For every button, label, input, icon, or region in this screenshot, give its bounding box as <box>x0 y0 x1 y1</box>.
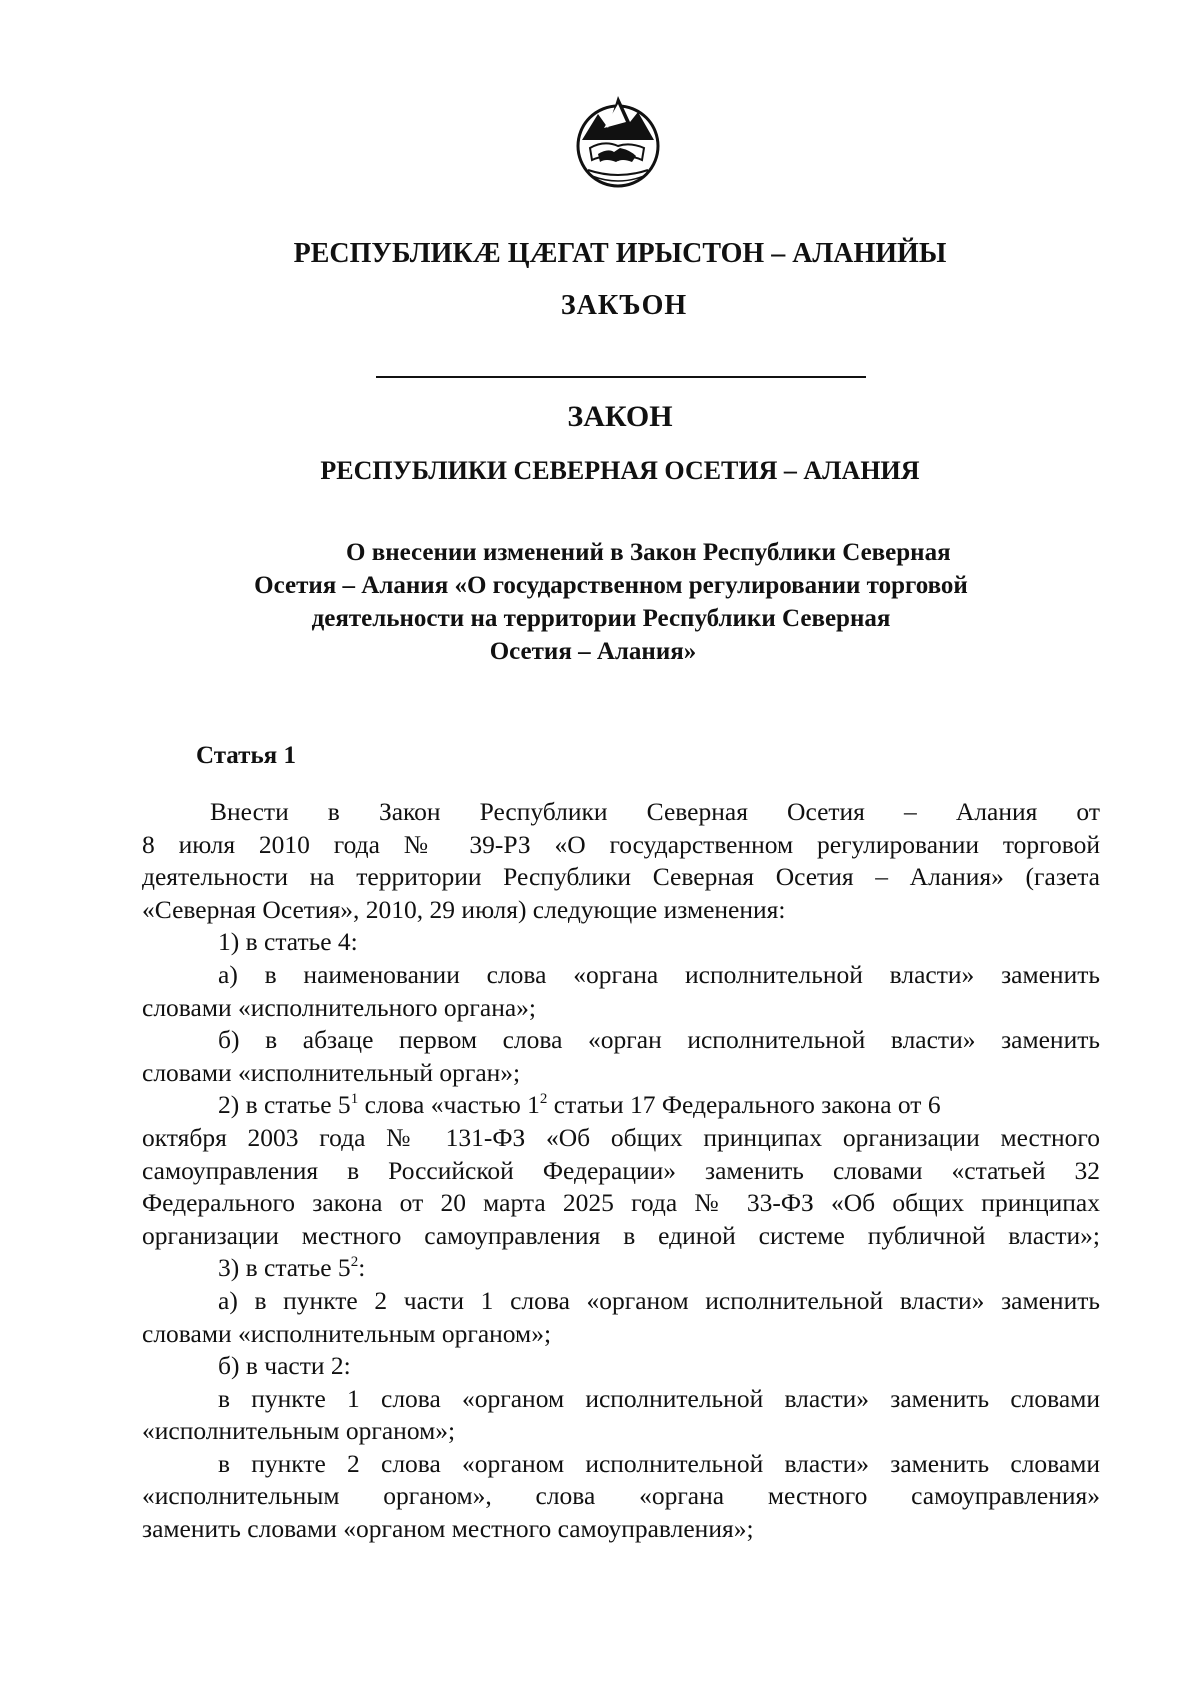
text-line: «исполнительным органом»; <box>142 1416 456 1446</box>
doc-type-russian: ЗАКОН <box>567 400 673 433</box>
text-line: б) в части 2: <box>218 1351 351 1381</box>
text-segment: 2) в статье 5 <box>218 1090 351 1120</box>
text-segment: 3) в статье 5 <box>218 1253 351 1283</box>
text-line: 1) в статье 4: <box>218 927 358 957</box>
text-line: а) в пункте 2 части 1 слова «органом исполнительной власти» заменить <box>218 1285 1100 1315</box>
superscript: 2 <box>539 1091 548 1108</box>
superscript: 2 <box>350 1254 359 1271</box>
text-line: словами «исполнительный орган»; <box>142 1057 521 1087</box>
law-title-line: О внесении изменений в Закон Республики Северная <box>346 539 951 566</box>
text-line: в пункте 2 слова «органом исполнительной власти» заменить словами <box>218 1448 1100 1478</box>
text-line: словами «исполнительного органа»; <box>142 992 537 1022</box>
law-title-line: деятельности на территории Республики Северная <box>311 605 891 632</box>
text-line: организации местного самоуправления в единой системе публичной власти»; <box>142 1220 1100 1250</box>
text-line <box>142 1252 1100 1285</box>
text-line: Внести в Закон Республики Северная Осетия – Алания от <box>210 797 1100 826</box>
republic-title-ossetian: РЕСПУБЛИКӔ ЦӔГАТ ИРЫСТОН – АЛАНИЙЫ <box>293 238 947 269</box>
text-line: «Северная Осетия», 2010, 29 июля) следующие изменения: <box>142 894 786 924</box>
divider-line <box>376 376 866 378</box>
text-segment: слова «частью 1 <box>358 1090 540 1120</box>
text-line: б) в абзаце первом слова «орган исполнительной власти» заменить <box>218 1025 1100 1055</box>
text-line: самоуправления в Российской Федерации» заменить словами «статьей 32 <box>142 1155 1100 1185</box>
law-title-line: Осетия – Алания «О государственном регулировании торговой <box>254 572 968 599</box>
text-segment: статьи 17 Федерального закона от 6 <box>547 1090 941 1120</box>
text-segment: : <box>358 1253 366 1283</box>
law-title <box>196 536 1026 668</box>
text-line: октября 2003 года № 131-ФЗ «Об общих принципах организации местного <box>142 1122 1100 1152</box>
republic-title-russian: РЕСПУБЛИКИ СЕВЕРНАЯ ОСЕТИЯ – АЛАНИЯ <box>320 456 920 485</box>
article-heading: Статья 1 <box>196 742 296 769</box>
text-line: словами «исполнительным органом»; <box>142 1318 552 1348</box>
text-segment <box>218 1089 941 1122</box>
text-line: заменить словами «органом местного самоуправления»; <box>142 1514 754 1544</box>
doc-type-ossetian: ЗАКЪОН <box>560 290 688 321</box>
text-line: Федерального закона от 20 марта 2025 года № 33-ФЗ «Об общих принципах <box>142 1188 1100 1218</box>
text-line: деятельности на территории Республики Северная Осетия – Алания» (газета <box>142 862 1100 892</box>
coat-of-arms-emblem <box>574 88 662 196</box>
text-line: в пункте 1 слова «органом исполнительной власти» заменить словами <box>218 1383 1100 1413</box>
text-line: 8 июля 2010 года № 39-РЗ «О государственном регулировании торговой <box>142 829 1100 859</box>
article-body <box>142 796 1100 1546</box>
text-line <box>142 1089 1100 1122</box>
text-line: «исполнительным органом», слова «органа местного самоуправления» <box>142 1481 1100 1511</box>
text-line: а) в наименовании слова «органа исполнительной власти» заменить <box>218 959 1100 989</box>
superscript: 1 <box>350 1091 359 1108</box>
law-title-line: Осетия – Алания» <box>489 638 697 665</box>
